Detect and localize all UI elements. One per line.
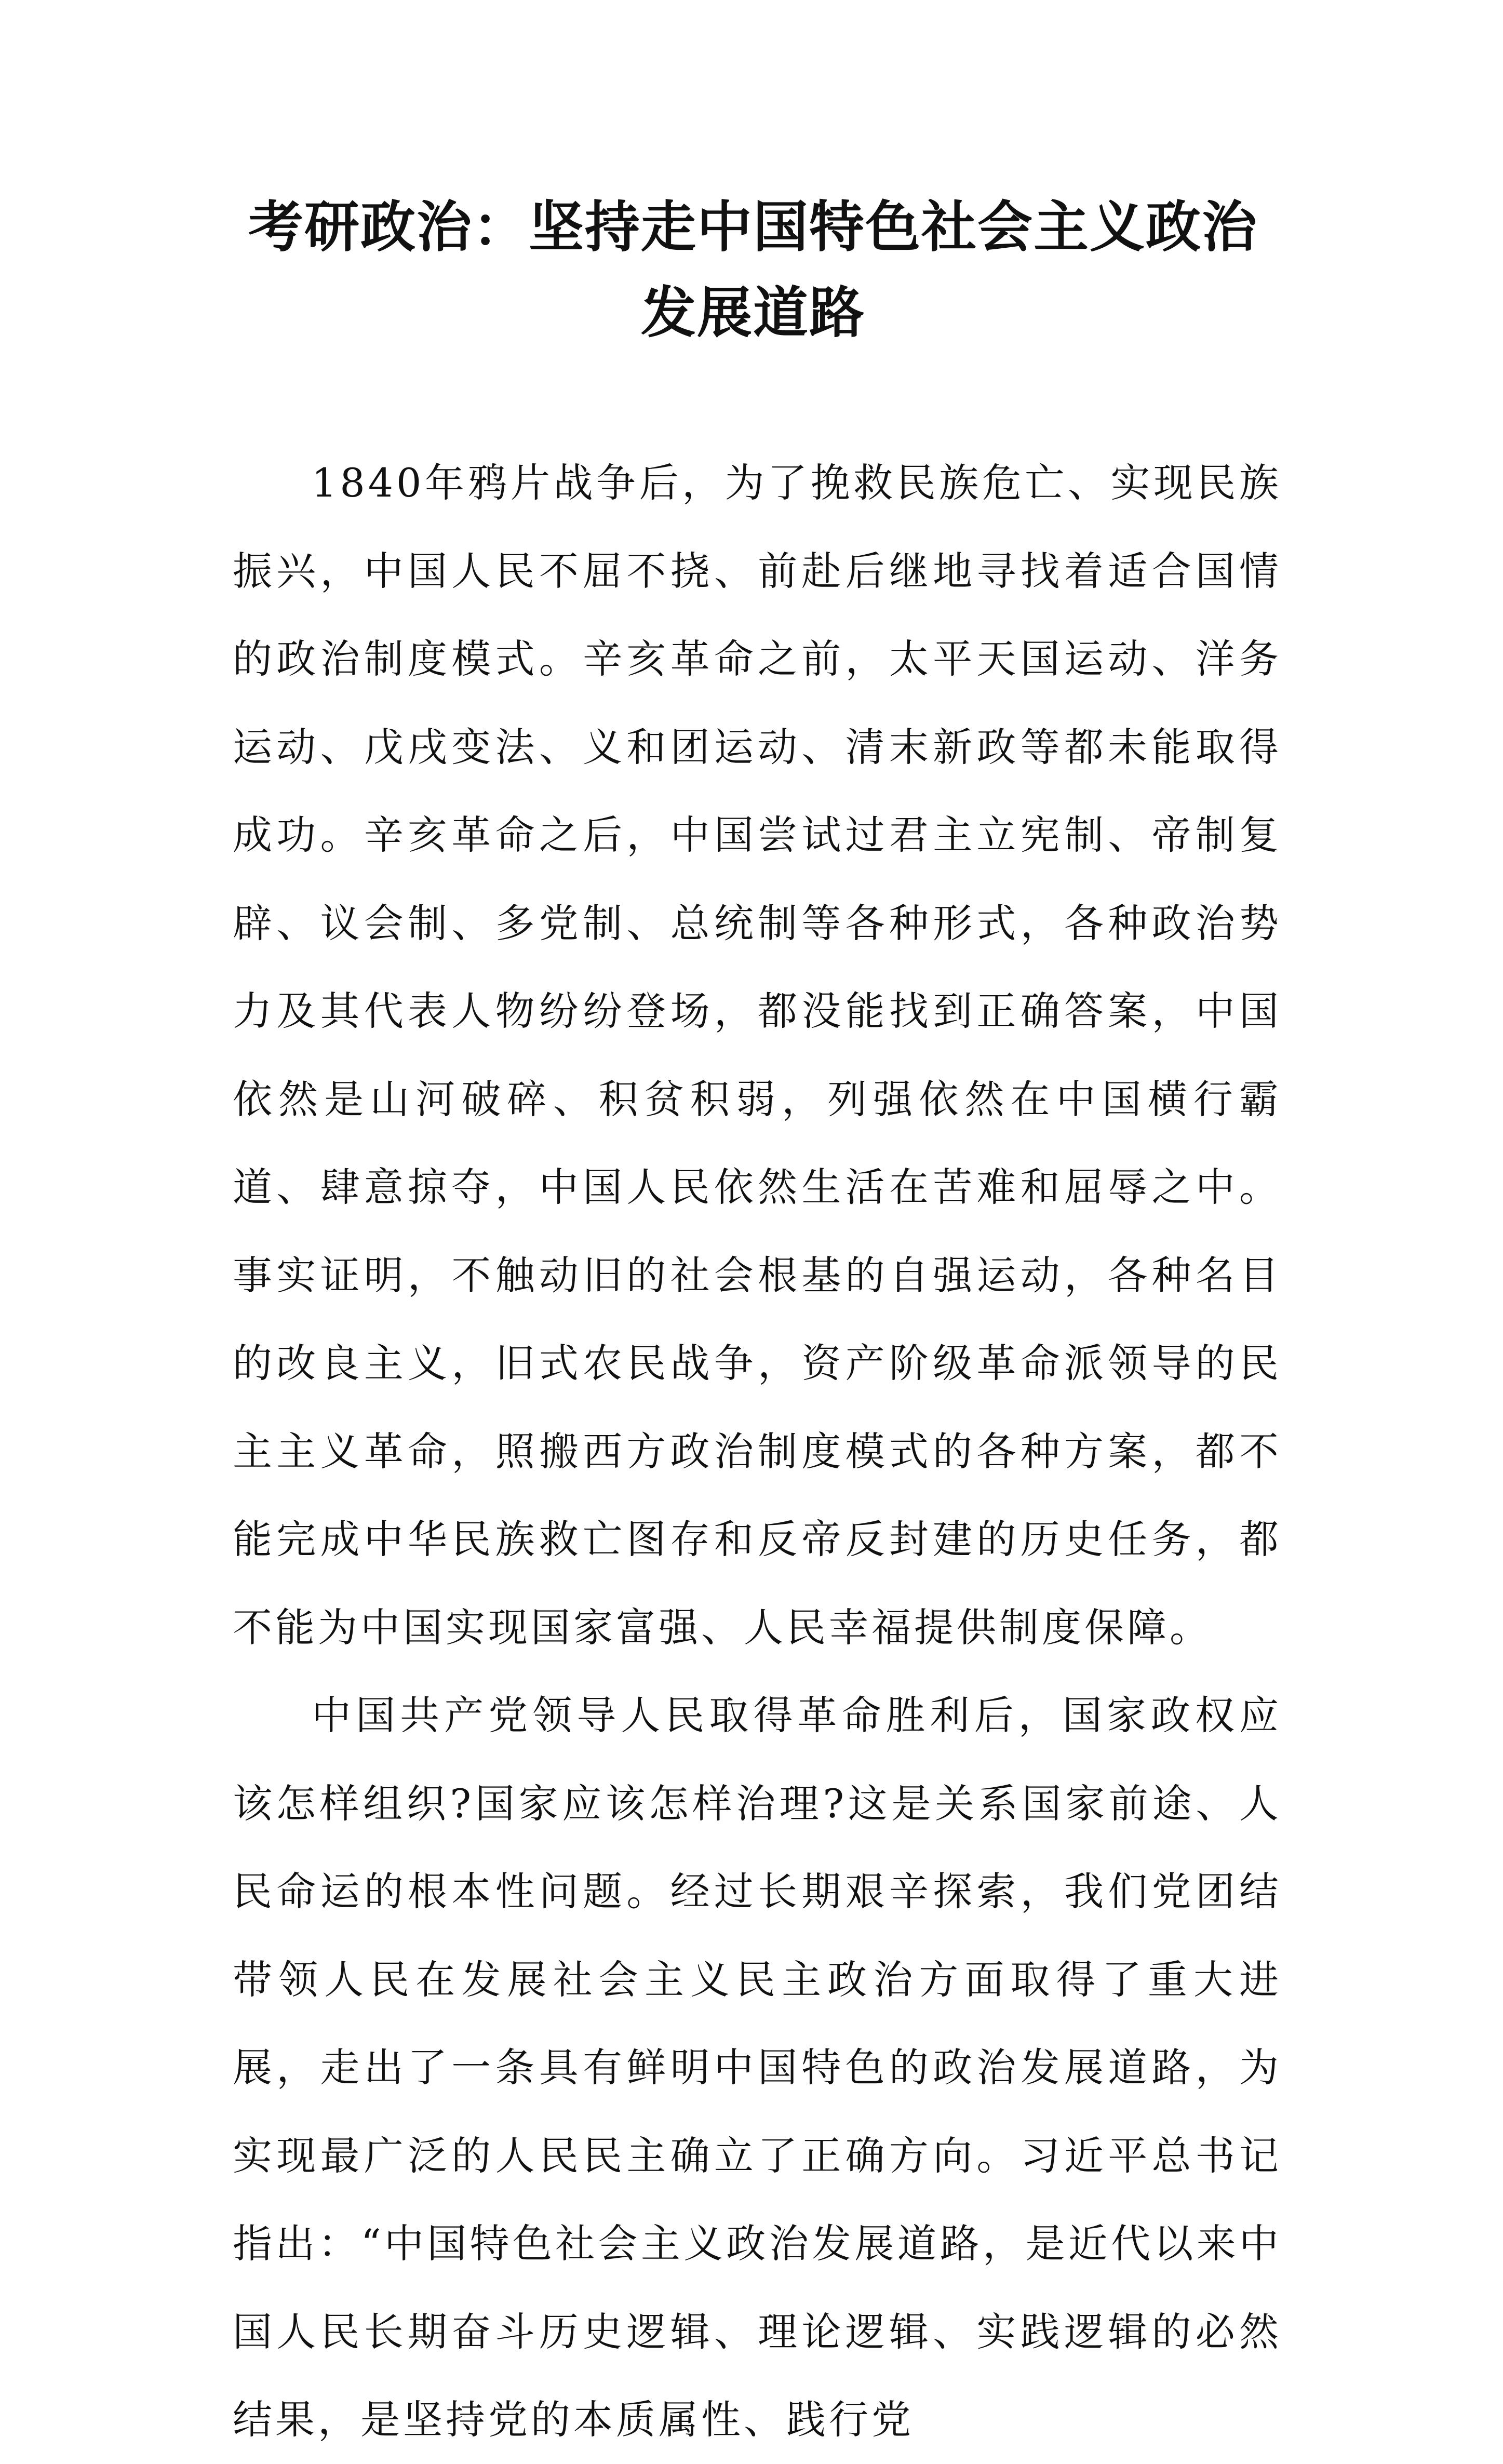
- paragraph-2: 中国共产党领导人民取得革命胜利后，国家政权应该怎样组织?国家应该怎样治理?这是关系国家前途、人民命运的根本性问题。经过长期艰辛探索，我们党团结带领人民在发展社会主义民主政治方面取得了重大进展，走出了一条具有鲜明中国特色的政治发展道路，为实现最广泛的人民民主确立了正确方向。习近平总书记指出：“中国特色社会主义政治发展道路，是近代以来中国人民长期奋斗历史逻辑、理论逻辑、实践逻辑的必然结果，是坚持党的本质属性、践行党: [233, 1692, 1282, 2443]
- document-body: [233, 439, 1282, 2464]
- document-title: 考研政治：坚持走中国特色社会主义政治发展道路: [248, 195, 1258, 345]
- paragraph-1: 1840年鸦片战争后，为了挽救民族危亡、实现民族振兴，中国人民不屈不挠、前赴后继地寻找着适合国情的政治制度模式。辛亥革命之前，太平天国运动、洋务运动、戊戌变法、义和团运动、清末新政等都未能取得成功。辛亥革命之后，中国尝试过君主立宪制、帝制复辟、议会制、多党制、总统制等各种形式，各种政治势力及其代表人物纷纷登场，都没能找到正确答案，中国依然是山河破碎、积贫积弱，列强依然在中国横行霸道、肆意掠夺，中国人民依然生活在苦难和屈辱之中。事实证明，不触动旧的社会根基的自强运动，各种名目的改良主义，旧式农民战争，资产阶级革命派领导的民主主义革命，照搬西方政治制度模式的各种方案，都不能完成中华民族救亡图存和反帝反封建的历史任务，都不能为中国实现国家富强、人民幸福提供制度保障。: [233, 460, 1282, 1651]
